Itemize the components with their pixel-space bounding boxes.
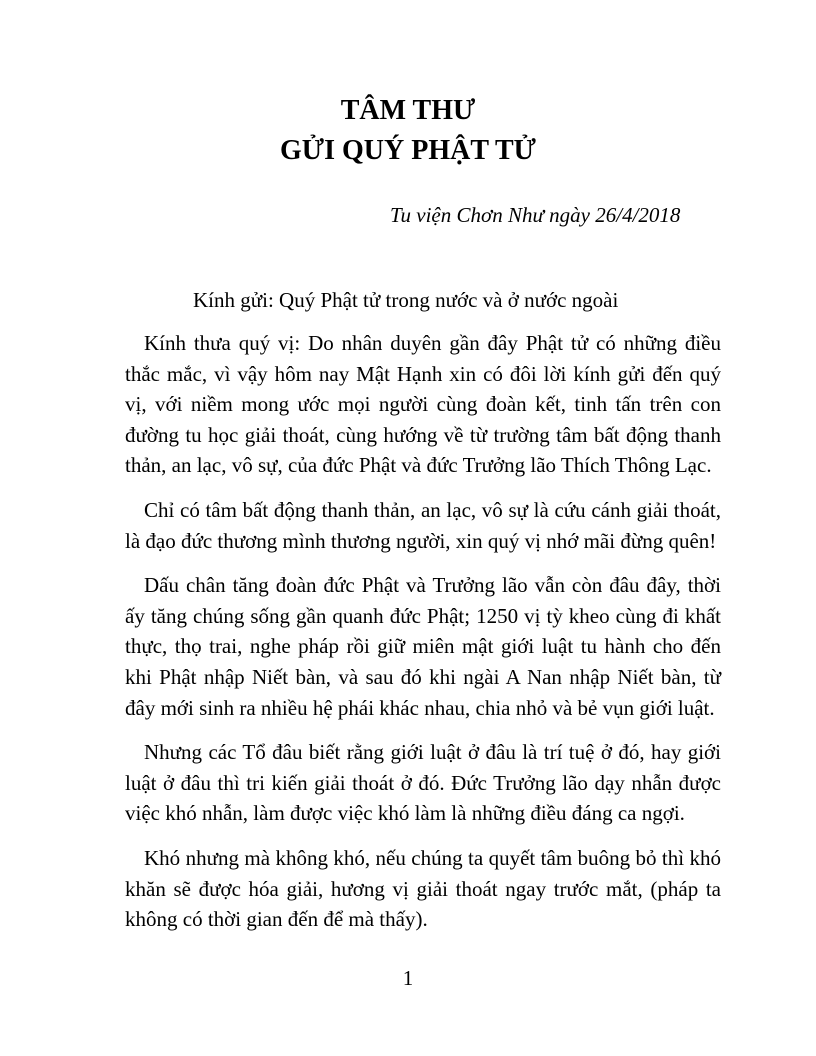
salutation: Kính gửi: Quý Phật tử trong nước và ở nước ngoài xyxy=(193,288,619,312)
page-number: 1 xyxy=(402,966,414,990)
title-line-1: TÂM THƯ xyxy=(340,95,476,126)
dateline: Tu viện Chơn Như ngày 26/4/2018 xyxy=(390,203,681,227)
paragraph-1: Kính thưa quý vị: Do nhân duyên gần đây Phật tử có những điều thắc mắc, vì vậy hôm nay Mật Hạnh xin có đôi lời kính gửi đến quý vị, với niềm mong ước mọi người cùng đoàn kết, tinh tấn trên con đường tu học giải thoát, cùng hướng về từ trường tâm bất động thanh thản, an lạc, vô sự, của đức Phật và đức Trưởng lão Thích Thông Lạc. xyxy=(125,331,721,478)
letter-body xyxy=(125,286,721,949)
paragraph-5: Khó nhưng mà không khó, nếu chúng ta quyết tâm buông bỏ thì khó khăn sẽ được hóa giải, hương vị giải thoát ngay trước mắt, (pháp ta không có thời gian đến để mà thấy). xyxy=(125,845,721,932)
title-line-2: GỬI QUÝ PHẬT TỬ xyxy=(280,135,536,166)
paragraph-4: Nhưng các Tổ đâu biết rằng giới luật ở đâu là trí tuệ ở đó, hay giới luật ở đâu thì tri kiến giải thoát ở đó. Đức Trưởng lão dạy nhẫn được việc khó nhẫn, làm được việc khó làm là những điều đáng ca ngợi. xyxy=(125,740,721,826)
paragraph-3: Dấu chân tăng đoàn đức Phật và Trưởng lão vẫn còn đâu đây, thời ấy tăng chúng sống gần quanh đức Phật; 1250 vị tỳ kheo cùng đi khất thực, thọ trai, nghe pháp rồi giữ miên mật giới luật tu hành cho đến khi Phật nhập Niết bàn, và sau đó khi ngài A Nan nhập Niết bàn, từ đây mới sinh ra nhiều hệ phái khác nhau, chia nhỏ và bẻ vụn giới luật. xyxy=(125,573,721,720)
paragraph-2: Chỉ có tâm bất động thanh thản, an lạc, vô sự là cứu cánh giải thoát, là đạo đức thương mình thương người, xin quý vị nhớ mãi đừng quên! xyxy=(125,497,721,553)
